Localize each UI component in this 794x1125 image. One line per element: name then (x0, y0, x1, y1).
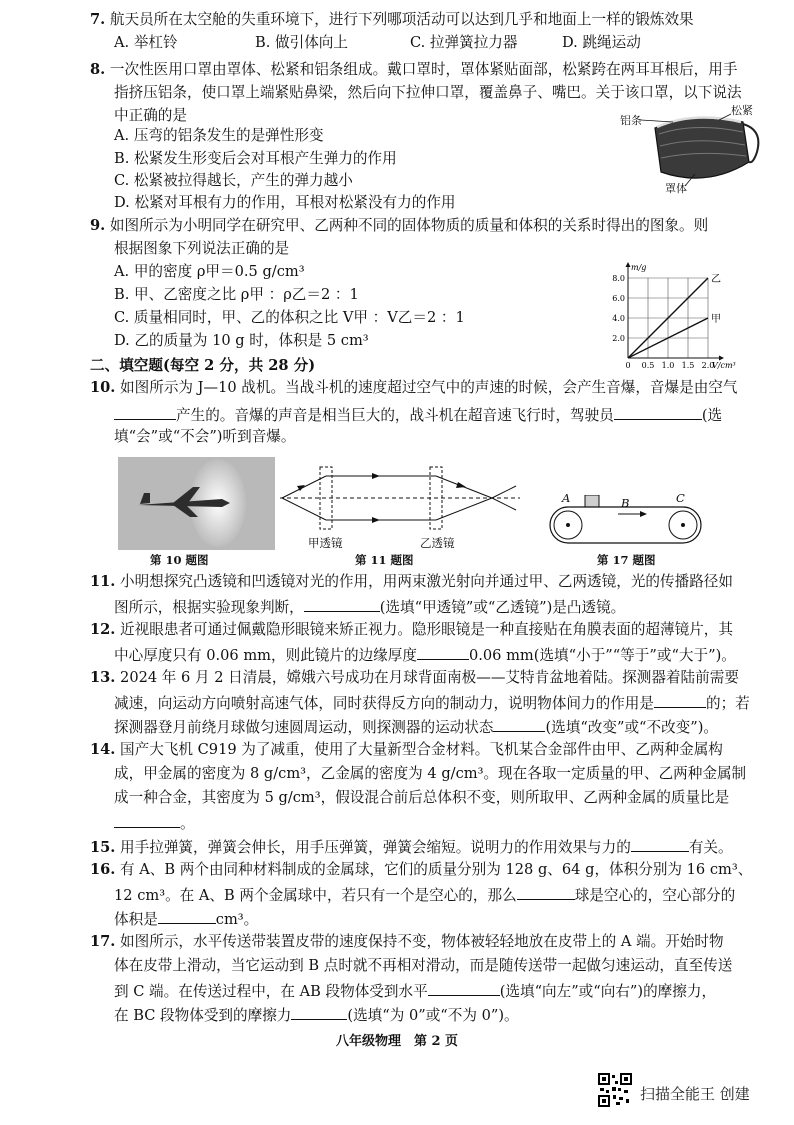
q15-number: 15. (90, 839, 116, 856)
jet-image (118, 457, 275, 550)
section2-title: 二、填空题(每空 2 分，共 28 分) (90, 357, 316, 374)
q7-option-b: B. 做引体向上 (255, 34, 348, 51)
q13-text-2b: 的；若 (705, 695, 750, 712)
q10-blank-2[interactable] (614, 404, 702, 420)
q9-text-1: 如图所示为小明同学在研究甲、乙两种不同的固体物质的质量和体积的关系时得出的图象。则 (109, 217, 709, 234)
q9-number: 9. (90, 217, 106, 234)
q7-option-c: C. 拉弹簧拉力器 (410, 34, 518, 51)
q11-number: 11. (90, 573, 116, 590)
q15-text-1a: 用手拉弹簧，弹簧会伸长，用手压弹簧，弹簧会缩短。说明力的作用效果与力的 (120, 839, 631, 856)
q17-text-3b: (选填“向左”或“向右”)的摩擦力， (499, 983, 717, 1000)
density-chart-svg (600, 260, 740, 370)
y-tick-label: 6.0 (612, 294, 625, 303)
q10-line1 (90, 378, 737, 398)
q7-option-a: A. 举杠铃 (114, 34, 178, 51)
q14-line2: 成，甲金属的密度为 8 g/cm³，乙金属的密度为 4 g/cm³。现在各取一定质量的甲、乙两种金属制 (114, 765, 747, 782)
q10-blank-1[interactable] (114, 404, 176, 420)
x-tick-label: 2.0 (701, 361, 715, 370)
x-tick-label: 0.5 (641, 361, 655, 370)
q9-line1 (90, 216, 708, 236)
q11-text-2b: (选填“甲透镜”或“乙透镜”)是凸透镜。 (379, 599, 626, 616)
belt-label-b: B (621, 496, 630, 510)
q12-text-2a: 中心厚度只有 0.06 mm，则此镜片的边缘厚度 (114, 647, 417, 664)
mask-label-body: 罩体 (665, 182, 687, 195)
density-chart (600, 260, 740, 370)
q8-number: 8. (90, 61, 106, 78)
q8-option-d: D. 松紧对耳根有力的作用，耳根对松紧没有力的作用 (114, 194, 456, 211)
q13-line3 (114, 716, 718, 738)
q17-line3 (114, 980, 716, 1002)
y-axis-arrow (626, 262, 631, 267)
fig10-caption: 第 10 题图 (150, 553, 209, 567)
q8-line3: 中正确的是 (114, 107, 187, 124)
qr-code-icon (598, 1073, 632, 1107)
q12-text-1: 近视眼患者可通过佩戴隐形眼镜来矫正视力。隐形眼镜是一种直接贴在角膜表面的超薄镜片，其 (120, 621, 733, 638)
fig17-conveyor (548, 491, 703, 550)
q16-line1 (90, 860, 752, 880)
q9-line2: 根据图象下列说法正确的是 (114, 240, 290, 257)
q10-text-2b: (选 (701, 407, 723, 424)
fig17-caption: 第 17 题图 (597, 553, 656, 567)
q16-blank-1[interactable] (517, 884, 575, 900)
q10-text-1: 如图所示为 J—10 战机。当战斗机的速度超过空气中的声速的时候，会产生音爆，音爆是由空气 (120, 379, 738, 396)
q13-text-3b: (选填“改变”或“不改变”)。 (545, 719, 719, 736)
q16-text-3b: cm³。 (215, 911, 259, 928)
q11-line1 (90, 572, 733, 592)
q16-number: 16. (90, 861, 116, 878)
mask-label-aluminum: 铝条 (620, 114, 642, 127)
mask-label-elastic: 松紧 (731, 104, 753, 117)
q8-option-c: C. 松紧被拉得越长，产生的弹力越小 (114, 172, 353, 189)
q15-blank[interactable] (631, 836, 689, 852)
q17-line2: 体在皮带上滑动，当它运动到 B 点时就不再相对滑动，而是随传送带一起做匀速运动，直至传送 (114, 957, 733, 974)
q13-text-3a: 探测器登月前绕月球做匀速圆周运动，则探测器的运动状态 (114, 719, 494, 736)
q17-text-4a: 在 BC 段物体受到的摩擦力 (114, 1007, 292, 1024)
series-label-yi: 乙 (711, 274, 721, 285)
q15-line1 (90, 836, 733, 858)
q7-option-d: D. 跳绳运动 (562, 34, 641, 51)
x-tick-label: 0 (625, 361, 631, 370)
x-tick-label: 1.0 (661, 361, 675, 370)
q15-text-1b: 有关。 (688, 839, 733, 856)
y-tick-label: 2.0 (612, 334, 625, 343)
q9-option-c: C. 质量相同时，甲、乙的体积之比 V甲 ：V乙＝2 ：1 (114, 309, 465, 326)
q17-text-4b: (选填“为 0”或“不为 0”)。 (347, 1007, 519, 1024)
x-axis-arrow (719, 356, 724, 361)
q10-line2 (114, 404, 722, 426)
q16-blank-2[interactable] (158, 908, 216, 924)
q8-option-a: A. 压弯的铝条发生的是弹性形变 (114, 127, 324, 144)
q10-number: 10. (90, 379, 116, 396)
q16-text-1: 有 A、B 两个由同种材料制成的金属球，它们的质量分别为 128 g、64 g，体积分别为 16 cm³、 (120, 861, 753, 878)
series-label-jia: 甲 (711, 314, 721, 325)
q7-stem (90, 10, 694, 30)
q12-blank[interactable] (417, 644, 469, 660)
q13-blank-2[interactable] (493, 716, 545, 732)
q11-line2 (114, 596, 625, 618)
y-tick-label: 4.0 (612, 314, 625, 323)
q9-option-a: A. 甲的密度 ρ甲＝0.5 g/cm³ (114, 263, 305, 280)
q8-option-b: B. 松紧发生形变后会对耳根产生弹力的作用 (114, 150, 397, 167)
q8-line2: 指挤压铝条，使口罩上端紧贴鼻梁，然后向下拉伸口罩，覆盖鼻子、嘴巴。关于该口罩，以下说法 (114, 84, 742, 101)
q17-text-1: 如图所示，水平传送带装置皮带的速度保持不变，物体被轻轻地放在皮带上的 A 端。开始时物 (120, 933, 724, 950)
x-axis-label: V/cm³ (712, 361, 736, 370)
q16-line3 (114, 908, 258, 930)
page-footer: 八年级物理 第 2 页 (335, 1034, 459, 1049)
lens1-label: 甲透镜 (308, 536, 343, 550)
q14-line3: 成一种合金，其密度为 5 g/cm³，假设混合前后总体积不变，则所取甲、乙两种金属的质量比是 (114, 789, 730, 806)
q17-blank-1[interactable] (428, 980, 500, 996)
q11-blank[interactable] (304, 596, 380, 612)
q12-number: 12. (90, 621, 116, 638)
q12-line2 (114, 644, 736, 666)
mask-figure (615, 100, 765, 195)
q17-text-3a: 到 C 端。在传送过程中，在 AB 段物体受到水平 (114, 983, 428, 1000)
q17-line1 (90, 932, 724, 952)
q16-line2 (114, 884, 735, 906)
q13-text-1: 2024 年 6 月 2 日清晨，嫦娥六号成功在月球背面南极——艾特肯盆地着陆。探测器着陆前需要 (120, 669, 739, 686)
q14-number: 14. (90, 741, 116, 758)
q17-line4 (114, 1004, 519, 1026)
q13-text-2a: 减速，向运动方向喷射高速气体，同时获得反方向的制动力，说明物体间力的作用是 (114, 695, 654, 712)
y-tick-label: 8.0 (612, 274, 625, 283)
q16-text-2a: 12 cm³。在 A、B 两个金属球中，若只有一个是空心的，那么 (114, 887, 517, 904)
q14-line4 (114, 812, 195, 834)
q14-line1 (90, 740, 723, 760)
q8-text-1: 一次性医用口罩由罩体、松紧和铝条组成。戴口罩时，罩体紧贴面部，松紧跨在两耳耳根后，用手 (109, 61, 738, 78)
scanner-watermark: 扫描全能王 创建 (640, 1085, 750, 1103)
q9-option-d: D. 乙的质量为 10 g 时，体积是 5 cm³ (114, 332, 369, 349)
q14-blank[interactable] (114, 812, 180, 828)
q13-line2 (114, 692, 750, 714)
q11-text-1: 小明想探究凸透镜和凹透镜对光的作用，用两束激光射向并通过甲、乙两透镜，光的传播路径如 (120, 573, 733, 590)
belt-label-a: A (562, 491, 571, 505)
q17-blank-2[interactable] (291, 1004, 347, 1020)
q12-line1 (90, 620, 733, 640)
q14-text-1: 国产大飞机 C919 为了减重，使用了大量新型合金材料。飞机某合金部件由甲、乙两种金属构 (120, 741, 723, 758)
belt-label-c: C (676, 491, 685, 505)
q13-number: 13. (90, 669, 116, 686)
q8-line1 (90, 60, 737, 80)
q13-blank-1[interactable] (654, 692, 706, 708)
q7-number: 7. (90, 11, 106, 28)
q11-text-2a: 图所示，根据实验现象判断， (114, 599, 304, 616)
q14-text-4: 。 (180, 815, 195, 832)
lens2-label: 乙透镜 (420, 536, 455, 550)
q17-number: 17. (90, 933, 116, 950)
q10-text-2a: 产生的。音爆的声音是相当巨大的，战斗机在超音速飞行时，驾驶员 (176, 407, 614, 424)
q13-line1 (90, 668, 739, 688)
q16-text-2b: 球是空心的，空心部分的 (574, 887, 736, 904)
x-tick-label: 1.5 (681, 361, 695, 370)
q16-text-3a: 体积是 (114, 911, 158, 928)
y-axis-label: m/g (631, 263, 647, 272)
fig10-jet-photo (118, 457, 275, 550)
q10-line3: 填“会”或“不会”)听到音爆。 (114, 428, 296, 445)
q12-text-2b: 0.06 mm(选填“小于”“等于”或“大于”)。 (468, 647, 736, 664)
fig11-lenses (280, 462, 520, 552)
q7-text: 航天员所在太空舱的失重环境下，进行下列哪项活动可以达到几乎和地面上一样的锻炼效果 (109, 11, 694, 28)
q9-option-b: B. 甲、乙密度之比 ρ甲 ：ρ乙＝2 ：1 (114, 286, 359, 303)
fig11-caption: 第 11 题图 (355, 553, 414, 567)
